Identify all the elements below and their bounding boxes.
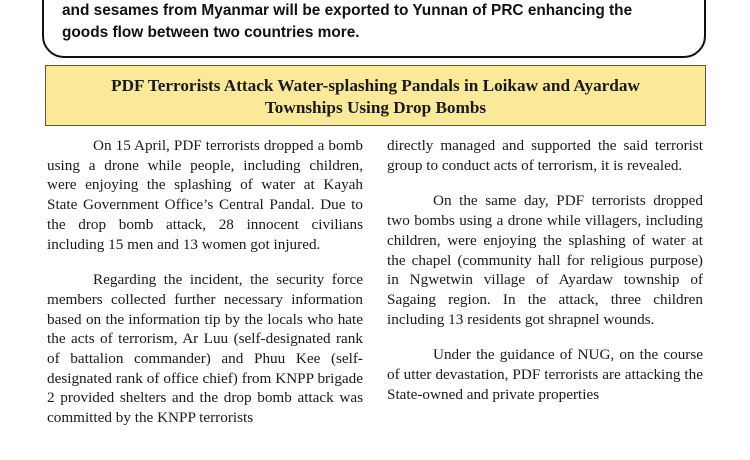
headline-line-1: PDF Terrorists Attack Water-splashing Pandals in Loikaw and Ayardaw — [111, 76, 640, 95]
left-paragraph-2: Regarding the incident, the security force members collected further necessary information based on the information tip by the locals who hate the acts of terrorism, Ar Luu (self-designated rank of battalion commander) and Phuu Kee (self-designated rank of office chief) from KNPP brigade 2 provided shelters and the drop bomb attack was committed by the KNPP terrorists — [47, 271, 363, 427]
left-paragraph-1: On 15 April, PDF terrorists dropped a bomb using a drone while people, including children, were enjoying the splashing of water at Kayah State Government Office’s Central Pandal. Due to the drop bomb attack, 28 innocent civilians including 15 men and 13 women got injured. — [47, 137, 363, 253]
article-headline — [46, 75, 705, 119]
right-paragraph-1: directly managed and supported the said terrorist group to conduct acts of terrorism, it is revealed. — [387, 137, 703, 174]
callout-line-2: goods flow between two countries more. — [62, 24, 360, 41]
right-paragraph-2: On the same day, PDF terrorists dropped two bombs using a drone while villagers, including children, were enjoying the splashing of water at the chapel (community hall for religious purpose) in Ngwetwin village of Ayardaw township of Sagaing region. In the attack, three children including 13 residents got shrapnel wounds. — [387, 192, 703, 328]
right-paragraph-3: Under the guidance of NUG, on the course of utter devastation, PDF terrorists are attacking the State-owned and private properties — [387, 346, 703, 403]
right-column — [387, 136, 703, 420]
callout-line-1: and sesames from Myanmar will be exported to Yunnan of PRC enhancing the — [62, 2, 633, 19]
callout-box — [42, 0, 706, 58]
callout-text — [62, 0, 686, 44]
left-column — [47, 136, 363, 444]
headline-line-2: Townships Using Drop Bombs — [264, 98, 487, 117]
headline-banner — [45, 65, 706, 126]
